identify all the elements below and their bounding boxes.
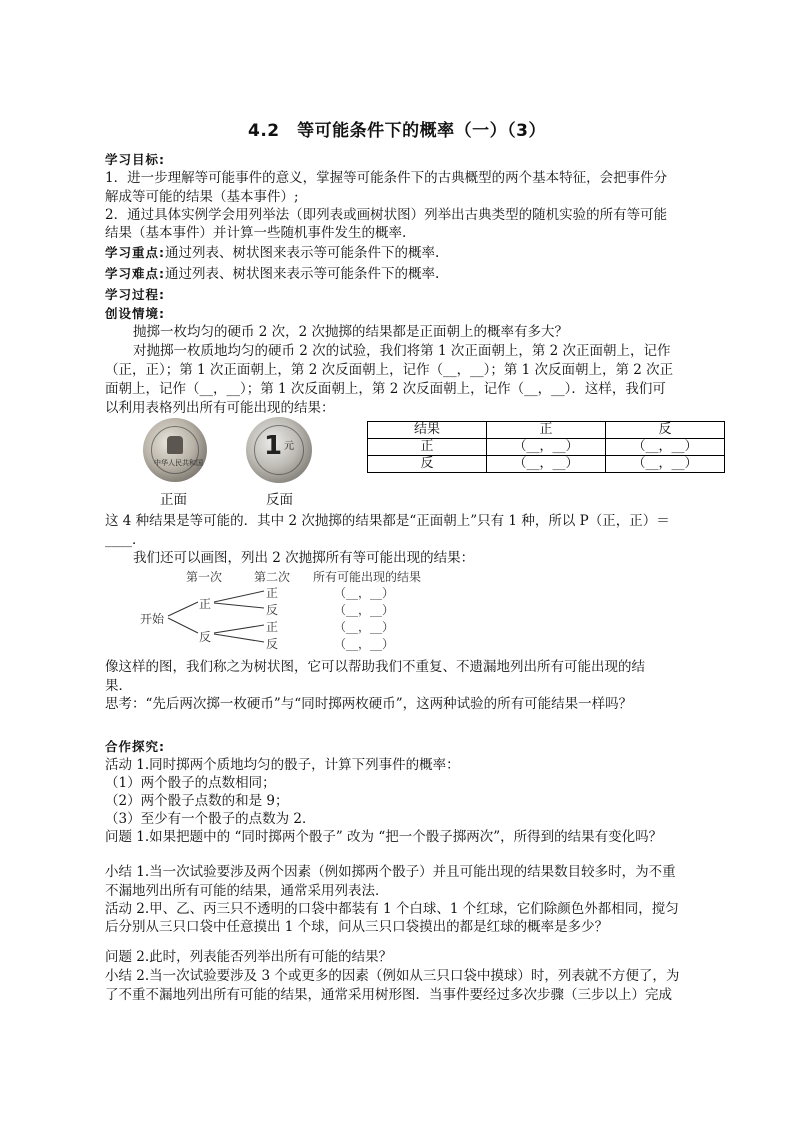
coin-back-image (246, 417, 312, 483)
difficulty-text: 通过列表、树状图来表示等可能条件下的概率. (165, 266, 440, 282)
tree-branches (160, 583, 270, 653)
key-point-label: 学习重点: (105, 245, 165, 260)
goals-label: 学习目标: (105, 152, 165, 167)
tree-col-results: 所有可能出现的结果 (313, 570, 422, 584)
table-cell: （__，__） (487, 439, 606, 456)
after-table-line1: 这 4 种结果是等可能的．其中 2 次抛掷的结果都是“正面朝上”只有 1 种，所以 P（正，正）＝ (105, 513, 670, 529)
tree-text-line1: 像这样的图，我们称之为树状图，它可以帮助我们不重复、不遗漏地列出所有可能出现的结 (105, 659, 645, 675)
difficulty-label: 学习难点: (105, 266, 165, 281)
key-point (105, 244, 439, 262)
goals-line1: 1．进一步理解等可能事件的意义，掌握等可能条件下的古典概型的两个基本特征，会把事件分 (105, 170, 668, 186)
tree-branch (214, 625, 264, 633)
scenario-p2: （正，正）；第 1 次正面朝上，第 2 次反面朝上，记作（__，__）；第 1 次反面朝上，第 2 次正 (105, 362, 674, 378)
coin-front-caption: 正面 (160, 492, 187, 508)
activity1-item1: （1）两个骰子的点数相同； (105, 775, 276, 791)
key-point-text: 通过列表、树状图来表示等可能条件下的概率. (165, 245, 440, 261)
activity1: 活动 1.同时掷两个质地均匀的骰子，计算下列事件的概率： (105, 757, 460, 773)
activity1-item3: （3）至少有一个骰子的点数为 2． (105, 811, 316, 827)
activity2-line1: 活动 2.甲、乙、丙三只不透明的口袋中都装有 1 个白球、1 个红球，它们除颜色外都相同，搅匀 (105, 901, 679, 917)
results-table (367, 421, 725, 473)
tree-branch (168, 602, 198, 616)
tree-text-line2: 果． (105, 678, 132, 694)
tree-col-second: 第二次 (254, 570, 291, 584)
process-label: 学习过程: (105, 287, 165, 302)
scenario-question: 抛掷一枚均匀的硬币 2 次，2 次抛掷的结果都是正面朝上的概率有多大？ (133, 324, 569, 340)
scenario-label: 创设情境: (105, 306, 165, 321)
tree-result: （__，__） (334, 603, 395, 617)
tree-first-node: 正 (199, 597, 212, 611)
tree-col-first: 第一次 (186, 570, 223, 584)
tree-second-node: 反 (266, 603, 279, 617)
tree-branch (168, 618, 198, 633)
tree-second-node: 正 (266, 620, 279, 634)
goals-line3: 2．通过具体实例学会用列举法（即列表或画树状图）列举出古典类型的随机实验的所有等可能 (105, 207, 668, 223)
table-cell: （__，__） (606, 456, 725, 473)
summary1-line2: 不漏地列出所有可能的结果，通常采用列表法． (105, 883, 389, 899)
summary1-line1: 小结 1.当一次试验要涉及两个因素（例如掷两个骰子）并且可能出现的结果数目较多时，为不重 (105, 864, 676, 880)
coin-front-image (143, 418, 207, 482)
think-question: 思考：“先后两次掷一枚硬币”与“同时掷两枚硬币”，这两种试验的所有可能结果一样吗？ (105, 696, 633, 712)
tree-first-node: 反 (199, 630, 212, 644)
question2: 问题 2.此时，列表能否列举出所有可能的结果？ (105, 949, 393, 965)
coin-back-number: 1 (264, 431, 283, 461)
table-row (368, 456, 725, 473)
national-emblem-icon (167, 436, 183, 454)
question1: 问题 1.如果把题中的 “同时掷两个骰子” 改为 “把一个骰子掷两次”，所得到的结果有变化吗？ (105, 829, 663, 845)
table-header-cell: 反 (606, 422, 725, 439)
scenario-p4: 以利用表格列出所有可能出现的结果： (105, 400, 335, 416)
activity1-item2: （2）两个骰子点数的和是 9； (105, 793, 289, 809)
tree-result: （__，__） (334, 586, 395, 600)
tree-branch (214, 591, 264, 602)
activity2-line2: 后分别从三只口袋中任意摸出 1 个球，问从三只口袋摸出的都是红球的概率是多少？ (105, 919, 609, 935)
table-header-cell: 正 (487, 422, 606, 439)
summary2-line2: 了不重不漏地列出所有可能的结果，通常采用树形图．当事件要经过多次步骤（三步以上）完成 (105, 987, 672, 1003)
tree-branch (214, 603, 264, 608)
coin-back-unit: 元 (284, 441, 294, 452)
tree-second-node: 正 (266, 586, 279, 600)
difficulty (105, 265, 439, 283)
after-table-line3: 我们还可以画图，列出 2 次抛掷所有等可能出现的结果： (133, 550, 475, 566)
table-cell: 反 (368, 456, 487, 473)
explore-label: 合作探究: (105, 739, 165, 754)
coin-back-caption: 反面 (266, 492, 293, 508)
scenario-p3: 面朝上，记作（__，__）；第 1 次反面朝上，第 2 次反面朝上，记作（__，__）．这样，我们可 (105, 381, 666, 397)
table-header-row (368, 422, 725, 439)
table-cell: 正 (368, 439, 487, 456)
summary2-line1: 小结 2.当一次试验要涉及 3 个或更多的因素（例如从三只口袋中摸球）时，列表就不方便了，为 (105, 968, 680, 984)
scenario-p1: 对抛掷一枚质地均匀的硬币 2 次的试验，我们将第 1 次正面朝上，第 2 次正面朝上，记作 (133, 343, 671, 359)
page-title: 4.2 等可能条件下的概率（一）（3） (248, 121, 546, 141)
table-row (368, 439, 725, 456)
tree-result: （__，__） (334, 620, 395, 634)
coin-front-text: 中华人民共和国 (154, 459, 203, 467)
after-table-blank: ____． (105, 532, 146, 548)
tree-root: 开始 (140, 612, 165, 626)
table-cell: （__，__） (606, 439, 725, 456)
table-cell: （__，__） (487, 456, 606, 473)
tree-second-node: 反 (266, 637, 279, 651)
tree-branch (214, 634, 264, 642)
tree-result: （__，__） (334, 637, 395, 651)
table-header-cell: 结果 (368, 422, 487, 439)
goals-line2: 解成等可能的结果（基本事件）; (105, 189, 299, 205)
goals-line4: 结果（基本事件）并计算一些随机事件发生的概率. (105, 225, 407, 241)
